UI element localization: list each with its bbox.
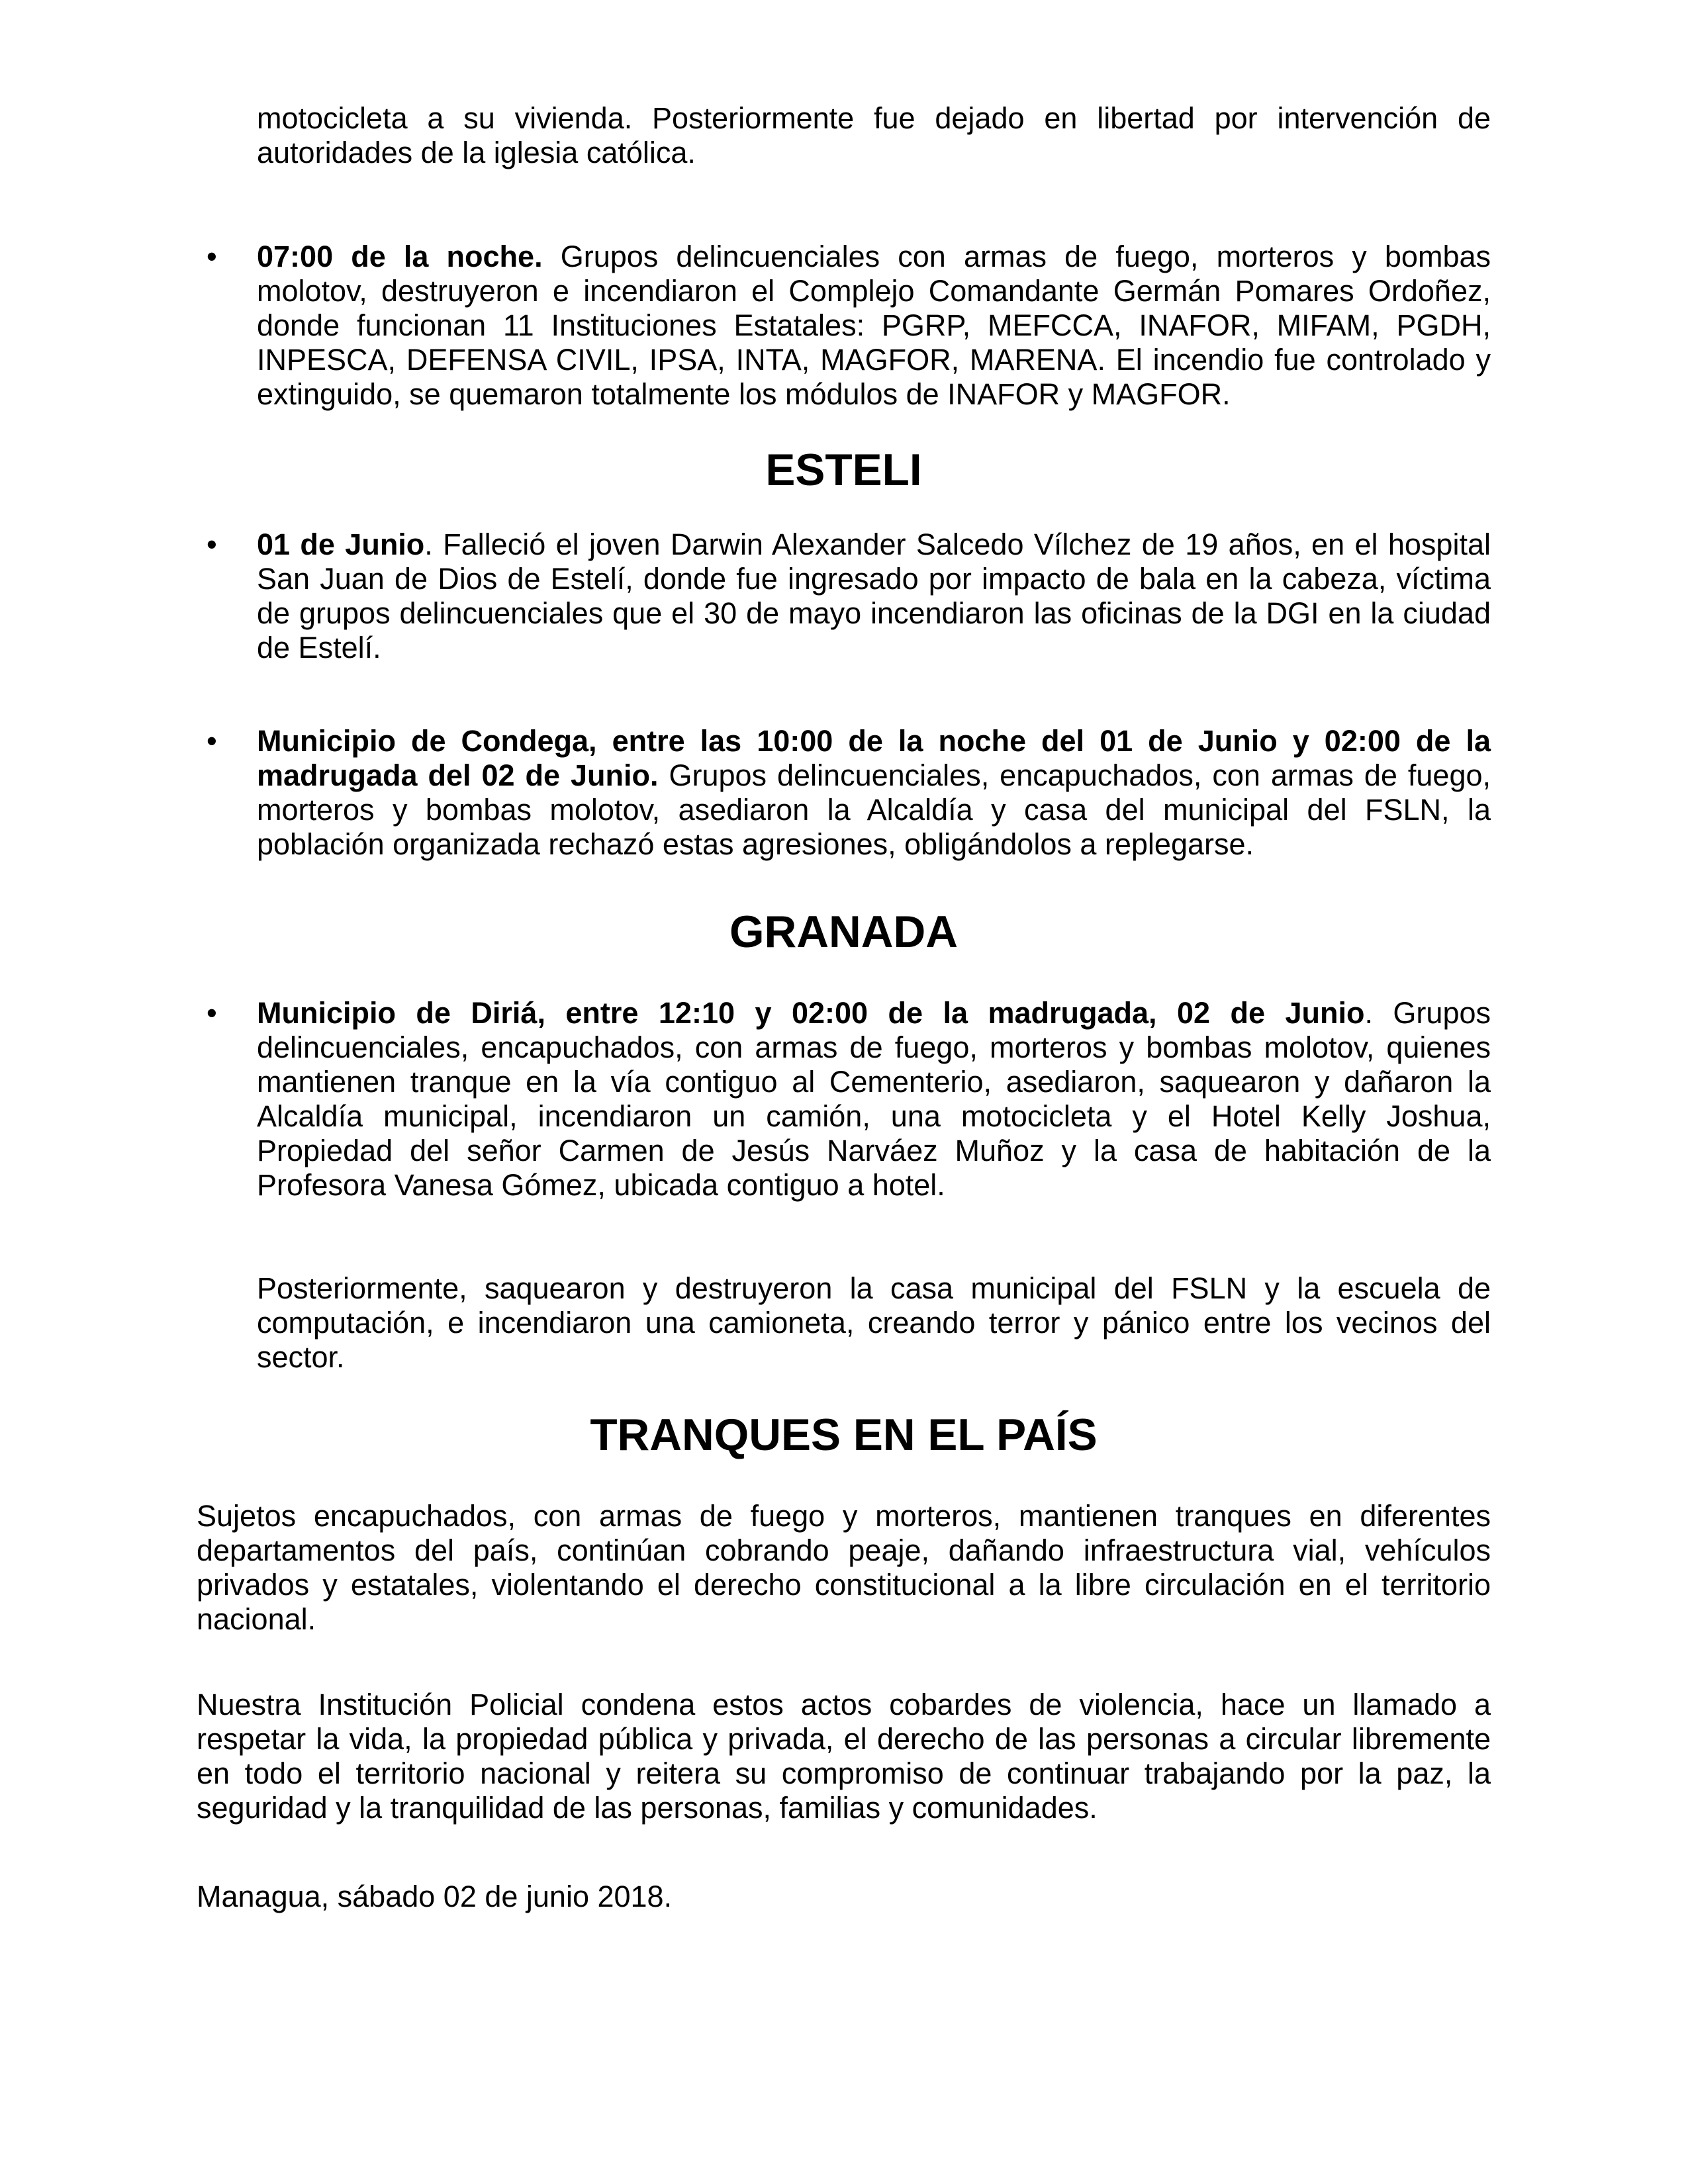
bullet-icon: • — [207, 724, 217, 758]
section-heading-tranques: TRANQUES EN EL PAÍS — [590, 1410, 1098, 1460]
bullet-lead: 07:00 de la noche. — [257, 240, 543, 273]
bullet-text: Grupos delincuenciales, encapuchados, con armas de fuego, morteros y bombas molotov, asediaron la Alcaldía y casa del municipal del FSLN, la población organizada rechazó estas agresiones, obligándolos a replegarse. — [257, 758, 1491, 861]
incident-bullet-complejo-pomares — [207, 240, 1491, 412]
dateline-paragraph: Managua, sábado 02 de junio 2018. — [197, 1880, 673, 1913]
incident-bullet-condega — [207, 724, 1491, 862]
closing-statement-paragraph: Nuestra Institución Policial condena estos actos cobardes de violencia, hace un llamado a respetar la vida, la propiedad pública y privada, el derecho de las personas a circular libremente en todo el territorio nacional y reitera su compromiso de continuar trabajando por la paz, la seguridad y la tranquilidad de las personas, familias y comunidades. — [197, 1688, 1491, 1825]
bullet-lead: Municipio de Condega, entre las 10:00 de la noche del 01 de Junio y 02:00 de la madrugada del 02 de Junio. — [257, 724, 1491, 792]
bullet-icon: • — [207, 996, 217, 1030]
incident-bullet-01-junio — [207, 527, 1491, 665]
followup-paragraph-diria: Posteriormente, saquearon y destruyeron la casa municipal del FSLN y la escuela de computación, e incendiaron una camioneta, creando terror y pánico entre los vecinos del sector. — [257, 1271, 1491, 1374]
bullet-lead: Municipio de Diriá, entre 12:10 y 02:00 de la madrugada, 02 de Junio — [257, 996, 1365, 1030]
bullet-lead: 01 de Junio — [257, 527, 425, 561]
bullet-text: . Falleció el joven Darwin Alexander Salcedo Vílchez de 19 años, en el hospital San Juan de Dios de Estelí, donde fue ingresado por impacto de bala en la cabeza, víctima de grupos delincuenciales que el 30 de mayo incendiaron las oficinas de la DGI en la ciudad de Estelí. — [257, 527, 1491, 664]
incident-bullet-diria — [207, 996, 1491, 1203]
tranques-paragraph: Sujetos encapuchados, con armas de fuego y morteros, mantienen tranques en diferentes departamentos del país, continúan cobrando peaje, dañando infraestructura vial, vehículos privados y estatales, violentando el derecho constitucional a la libre circulación en el territorio nacional. — [197, 1499, 1491, 1636]
bullet-icon: • — [207, 240, 217, 273]
bullet-text: . Grupos delincuenciales, encapuchados, con armas de fuego, morteros y bombas molotov, quienes mantienen tranque en la vía contiguo al Cementerio, asediaron, saquearon y dañaron la Alcaldía municipal, incendiaron un camión, una motocicleta y el Hotel Kelly Joshua, Propiedad del señor Carmen de Jesús Narváez Muñoz y la casa de habitación de la Profesora Vanesa Gómez, ubicada contiguo a hotel. — [257, 996, 1491, 1202]
document-body — [197, 101, 1491, 1914]
continuation-paragraph: motocicleta a su vivienda. Posteriormente fue dejado en libertad por intervención de autoridades de la iglesia católica. — [257, 101, 1491, 169]
section-heading-granada: GRANADA — [729, 907, 958, 957]
bullet-icon: • — [207, 527, 217, 561]
bullet-text: Grupos delincuenciales con armas de fuego, morteros y bombas molotov, destruyeron e incendiaron el Complejo Comandante Germán Pomares Ordoñez, donde funcionan 11 Instituciones Estatales: PGRP, MEFCCA, INAFOR, MIFAM, PGDH, INPESCA, DEFENSA CIVIL, IPSA, INTA, MAGFOR, MARENA. El incendio fue controlado y extinguido, se quemaron totalmente los módulos de INAFOR y MAGFOR. — [257, 240, 1491, 411]
section-heading-esteli: ESTELI — [765, 445, 922, 495]
